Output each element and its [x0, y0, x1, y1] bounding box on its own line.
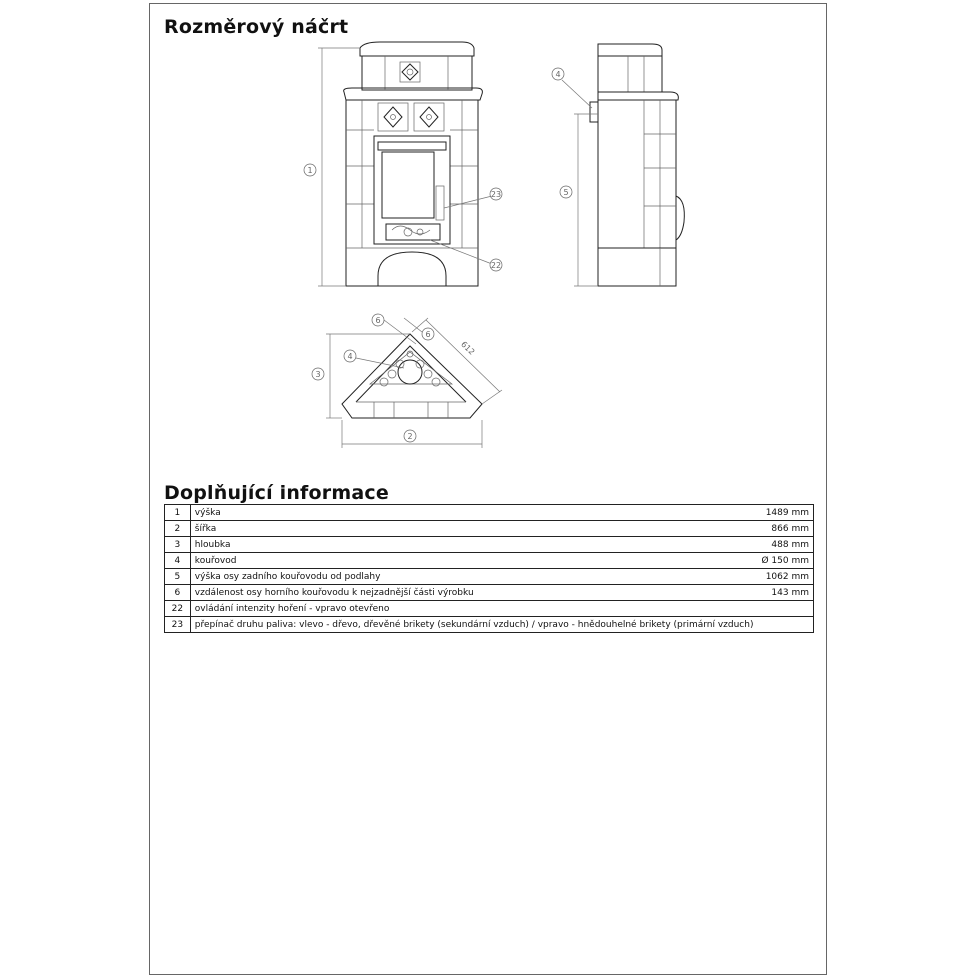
- table-row: [165, 601, 814, 617]
- row-value: 866 mm: [757, 521, 813, 537]
- row-number: 5: [165, 569, 191, 585]
- row-number: 1: [165, 505, 191, 521]
- row-value: 1062 mm: [757, 569, 813, 585]
- row-description: hloubka: [190, 537, 757, 553]
- callout-3: [312, 368, 324, 380]
- row-description: šířka: [190, 521, 757, 537]
- row-value: 1489 mm: [757, 505, 813, 521]
- svg-text:4: 4: [555, 70, 561, 79]
- row-value: 143 mm: [757, 585, 813, 601]
- callout-23: [490, 188, 502, 200]
- callout-22: [490, 259, 502, 271]
- info-table: [164, 504, 814, 633]
- svg-text:6: 6: [375, 316, 381, 325]
- dimension-612-label: 612: [459, 339, 477, 357]
- table-row: [165, 617, 814, 633]
- svg-text:5: 5: [563, 188, 569, 197]
- row-number: 2: [165, 521, 191, 537]
- callout-6b: [422, 328, 434, 340]
- svg-text:1: 1: [307, 166, 313, 175]
- svg-text:6: 6: [425, 330, 431, 339]
- row-number: 3: [165, 537, 191, 553]
- svg-text:3: 3: [315, 370, 321, 379]
- svg-text:23: 23: [490, 190, 502, 199]
- table-row: [165, 553, 814, 569]
- table-row: [165, 521, 814, 537]
- callout-4-top: [344, 350, 356, 362]
- svg-text:22: 22: [490, 261, 502, 270]
- row-description: kouřovod: [190, 553, 757, 569]
- row-description: výška: [190, 505, 757, 521]
- callout-6a: [372, 314, 384, 326]
- callout-5: [560, 186, 572, 198]
- row-value: [757, 617, 813, 633]
- front-view: [318, 42, 492, 286]
- side-view: [562, 44, 684, 286]
- row-number: 22: [165, 601, 191, 617]
- table-row: [165, 505, 814, 521]
- callout-4-side: [552, 68, 564, 80]
- row-description: přepínač druhu paliva: vlevo - dřevo, dřevěné brikety (sekundární vzduch) / vpravo - hnědouhelné brikety (primární vzduch): [190, 617, 757, 633]
- svg-text:2: 2: [407, 432, 413, 441]
- row-description: vzdálenost osy horního kouřovodu k nejzadnější části výrobku: [190, 585, 757, 601]
- dimension-drawing: [0, 0, 980, 480]
- table-row: [165, 585, 814, 601]
- row-description: výška osy zadního kouřovodu od podlahy: [190, 569, 757, 585]
- row-value: Ø 150 mm: [757, 553, 813, 569]
- row-value: 488 mm: [757, 537, 813, 553]
- section-title-sketch: Rozměrový náčrt: [164, 16, 349, 38]
- callout-1: [304, 164, 316, 176]
- table-row: [165, 569, 814, 585]
- row-number: 23: [165, 617, 191, 633]
- row-number: 6: [165, 585, 191, 601]
- top-view: [326, 318, 502, 448]
- row-number: 4: [165, 553, 191, 569]
- row-description: ovládání intenzity hoření - vpravo otevřeno: [190, 601, 757, 617]
- svg-text:4: 4: [347, 352, 353, 361]
- callout-2: [404, 430, 416, 442]
- row-value: [757, 601, 813, 617]
- table-row: [165, 537, 814, 553]
- section-title-info: Doplňující informace: [164, 482, 389, 504]
